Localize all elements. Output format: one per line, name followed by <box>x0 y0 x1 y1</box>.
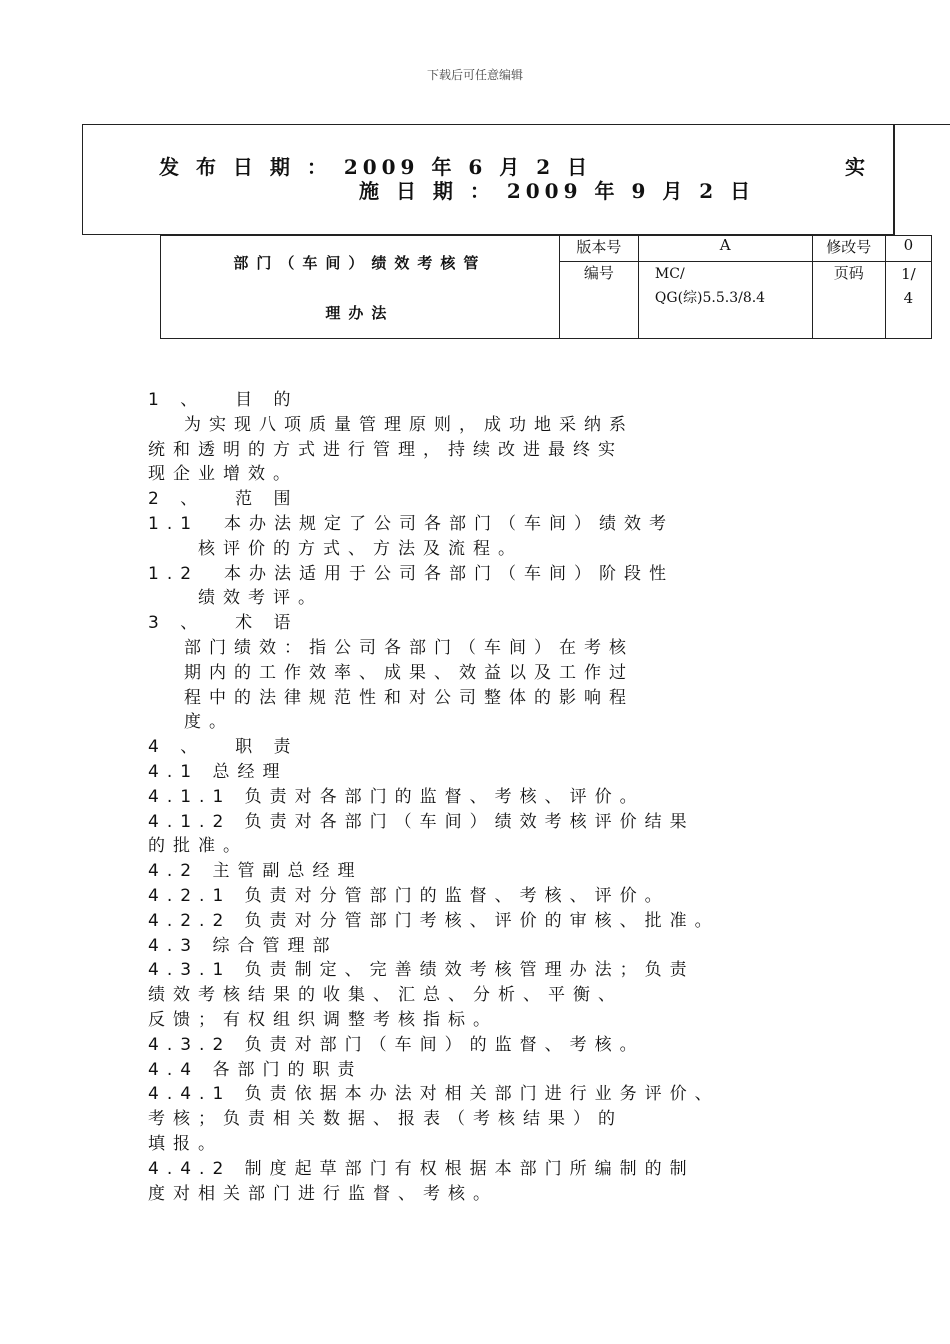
clause-line: 度对相关部门进行监督、考核。 <box>148 1183 498 1204</box>
page-label: 页码 <box>812 262 885 339</box>
number-value-line-1: MC/ <box>654 266 685 283</box>
clause-line: 4.3.1 负责制定、完善绩效考核管理办法；负责 <box>148 960 695 981</box>
page-value-line-1: 1/ <box>901 265 916 284</box>
clause-line: 4.4.2 制度起草部门有权根据本部门所编制的制 <box>148 1158 695 1179</box>
number-label: 编号 <box>559 262 638 339</box>
section-heading: 1 、 目 的 <box>148 390 299 410</box>
paragraph-line: 度。 <box>184 712 234 733</box>
clause-line: 的批准。 <box>148 836 248 857</box>
document-body <box>148 388 828 1206</box>
issue-date: 发 布 日 期 ： 2009 年 6 月 2 日 <box>159 155 593 179</box>
clause-line: 4.1.2 负责对各部门（车间）绩效考核评价结果 <box>148 811 695 832</box>
subsection-heading: 4.2 主管副总经理 <box>148 861 363 882</box>
date-box-extension <box>894 124 950 235</box>
clause-line: 反馈；有权组织调整考核指标。 <box>148 1009 498 1030</box>
section-heading: 4 、 职 责 <box>148 737 299 758</box>
section-heading: 3 、 术 语 <box>148 613 299 634</box>
paragraph-line: 期内的工作效率、成果、效益以及工作过 <box>184 662 634 683</box>
page-value-line-2: 4 <box>903 289 914 308</box>
date-box <box>82 124 894 235</box>
paragraph-line: 部门绩效：指公司各部门（车间）在考核 <box>184 637 634 658</box>
subsection-heading: 4.1 总经理 <box>148 761 288 782</box>
clause-line: 4.1.1 负责对各部门的监督、考核、评价。 <box>148 786 645 807</box>
section-heading: 2 、 范 围 <box>148 489 299 510</box>
revision-value: 0 <box>885 236 931 262</box>
paragraph-line: 现企业增效。 <box>148 464 298 485</box>
revision-label: 修改号 <box>812 236 885 262</box>
version-label: 版本号 <box>559 236 638 262</box>
effective-date: 施 日 期 ： 2009 年 9 月 2 日 <box>359 179 756 203</box>
clause-line: 核评价的方式、方法及流程。 <box>198 538 523 559</box>
subsection-heading: 4.3 综合管理部 <box>148 935 338 956</box>
document-title <box>161 236 560 339</box>
clause-line: 绩效考评。 <box>198 588 323 609</box>
paragraph-line: 统和透明的方式进行管理，持续改进最终实 <box>148 439 623 460</box>
clause-line: 4.4.1 负责依据本办法对相关部门进行业务评价、 <box>148 1084 720 1105</box>
clause-line: 1.1 本办法规定了公司各部门（车间）绩效考 <box>148 513 675 534</box>
title-line-1: 部门（车间）绩效考核管 <box>233 254 487 272</box>
clause-line: 4.2.2 负责对分管部门考核、评价的审核、批准。 <box>148 910 720 931</box>
page-value <box>885 262 931 339</box>
clause-line: 绩效考核结果的收集、汇总、分析、平衡、 <box>148 985 623 1006</box>
paragraph-line: 程中的法律规范性和对公司整体的影响程 <box>184 687 634 708</box>
clause-line: 考核；负责相关数据、报表（考核结果）的 <box>148 1109 623 1130</box>
number-value-line-2: QG(综)5.5.3/8.4 <box>654 290 766 307</box>
clause-line: 4.3.2 负责对部门（车间）的监督、考核。 <box>148 1034 645 1055</box>
version-value: A <box>638 236 812 262</box>
clause-line: 4.2.1 负责对分管部门的监督、考核、评价。 <box>148 885 670 906</box>
paragraph-line: 为实现八项质量管理原则，成功地采纳系 <box>184 414 634 435</box>
number-value <box>638 262 812 339</box>
title-line-2: 理办法 <box>325 304 395 322</box>
watermark-text: 下载后可任意编辑 <box>426 68 523 82</box>
clause-line: 填报。 <box>148 1133 223 1154</box>
document-header-table <box>160 235 932 339</box>
clause-line: 1.2 本办法适用于公司各部门（车间）阶段性 <box>148 563 675 584</box>
subsection-heading: 4.4 各部门的职责 <box>148 1059 363 1080</box>
effective-date-prefix: 实 <box>845 155 870 179</box>
